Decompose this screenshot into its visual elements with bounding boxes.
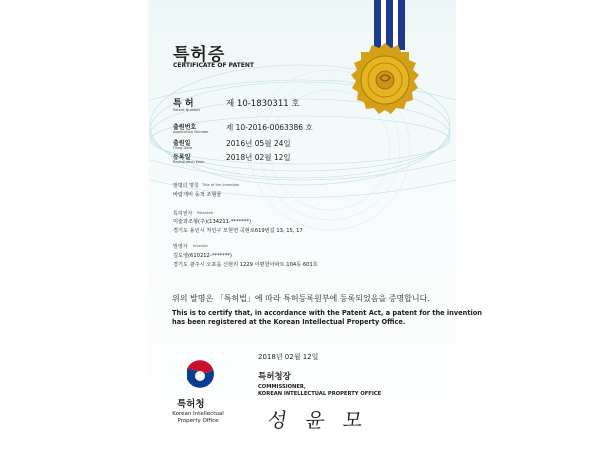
office-name-korean: 특허청 [177,399,205,410]
invention-title-label: 발명의 명칭 [173,183,199,189]
invention-title-value: 바람개비 동적 조형물 [173,192,222,198]
certificate-title: 특허증 [173,45,226,65]
inventor-label-english: Inventor [193,244,209,248]
certificate-title-english: CERTIFICATE OF PATENT [173,62,254,69]
filing-date-label-english: Filing Date [173,146,193,150]
application-number-value: 제 10-2016-0063386 호 [226,123,313,132]
gold-seal-icon [345,40,425,120]
commissioner-title-english-line1: COMMISSIONER, [258,384,306,390]
registration-date-value: 2018년 02월 12일 [226,153,291,162]
inventor-name: 김도영(610212-*******) [173,253,232,259]
kipo-logo-icon [182,355,218,393]
inventor-address: 경기도 광주시 오포읍 신현리 1229 이편한아파트 104동 601호 [173,262,318,268]
office-name-english: Korean Intellectual Property Office [172,411,224,424]
issue-date: 2018년 02월 12일 [258,353,319,361]
patent-number-value: 제 10-1830311 호 [226,99,300,109]
patentee-name: 미술과조형(주)(134211-*******) [173,219,251,225]
filing-date-value: 2016년 05월 24일 [226,139,291,148]
certification-statement-korean: 위의 발명은 「특허법」에 따라 특허등록원부에 등록되었음을 증명합니다. [172,294,430,303]
application-number-label-english: Application Number [173,130,209,134]
application-number-label: 출원번호 [173,124,197,131]
patentee-address: 경기도 용인시 처인구 모현면 곡현로619번길 13, 15, 17 [173,228,303,234]
certification-statement-english-line1: This is to certify that, in accordance with the Patent Act, a patent for the invention [172,309,482,317]
patent-number-label-english: Patent Number [173,108,201,112]
commissioner-title: 특허청장 [258,372,291,382]
registration-date-label: 등록일 [173,154,191,161]
commissioner-signature: 성 윤 모 [266,408,371,432]
patentee-label: 특허권자 [173,211,193,217]
invention-title-label-english: Title of the Invention [202,183,240,187]
inventor-label: 발명자 [173,244,188,250]
registration-date-label-english: Registration Date [173,160,205,164]
certification-statement-english-line2: has been registered at the Korean Intellectual Property Office. [172,318,406,326]
patent-number-label: 특 허 [173,99,194,109]
patentee-label-english: Patentee [197,211,213,215]
commissioner-title-english-line2: KOREAN INTELLECTUAL PROPERTY OFFICE [258,391,382,397]
filing-date-label: 출원일 [173,140,191,147]
